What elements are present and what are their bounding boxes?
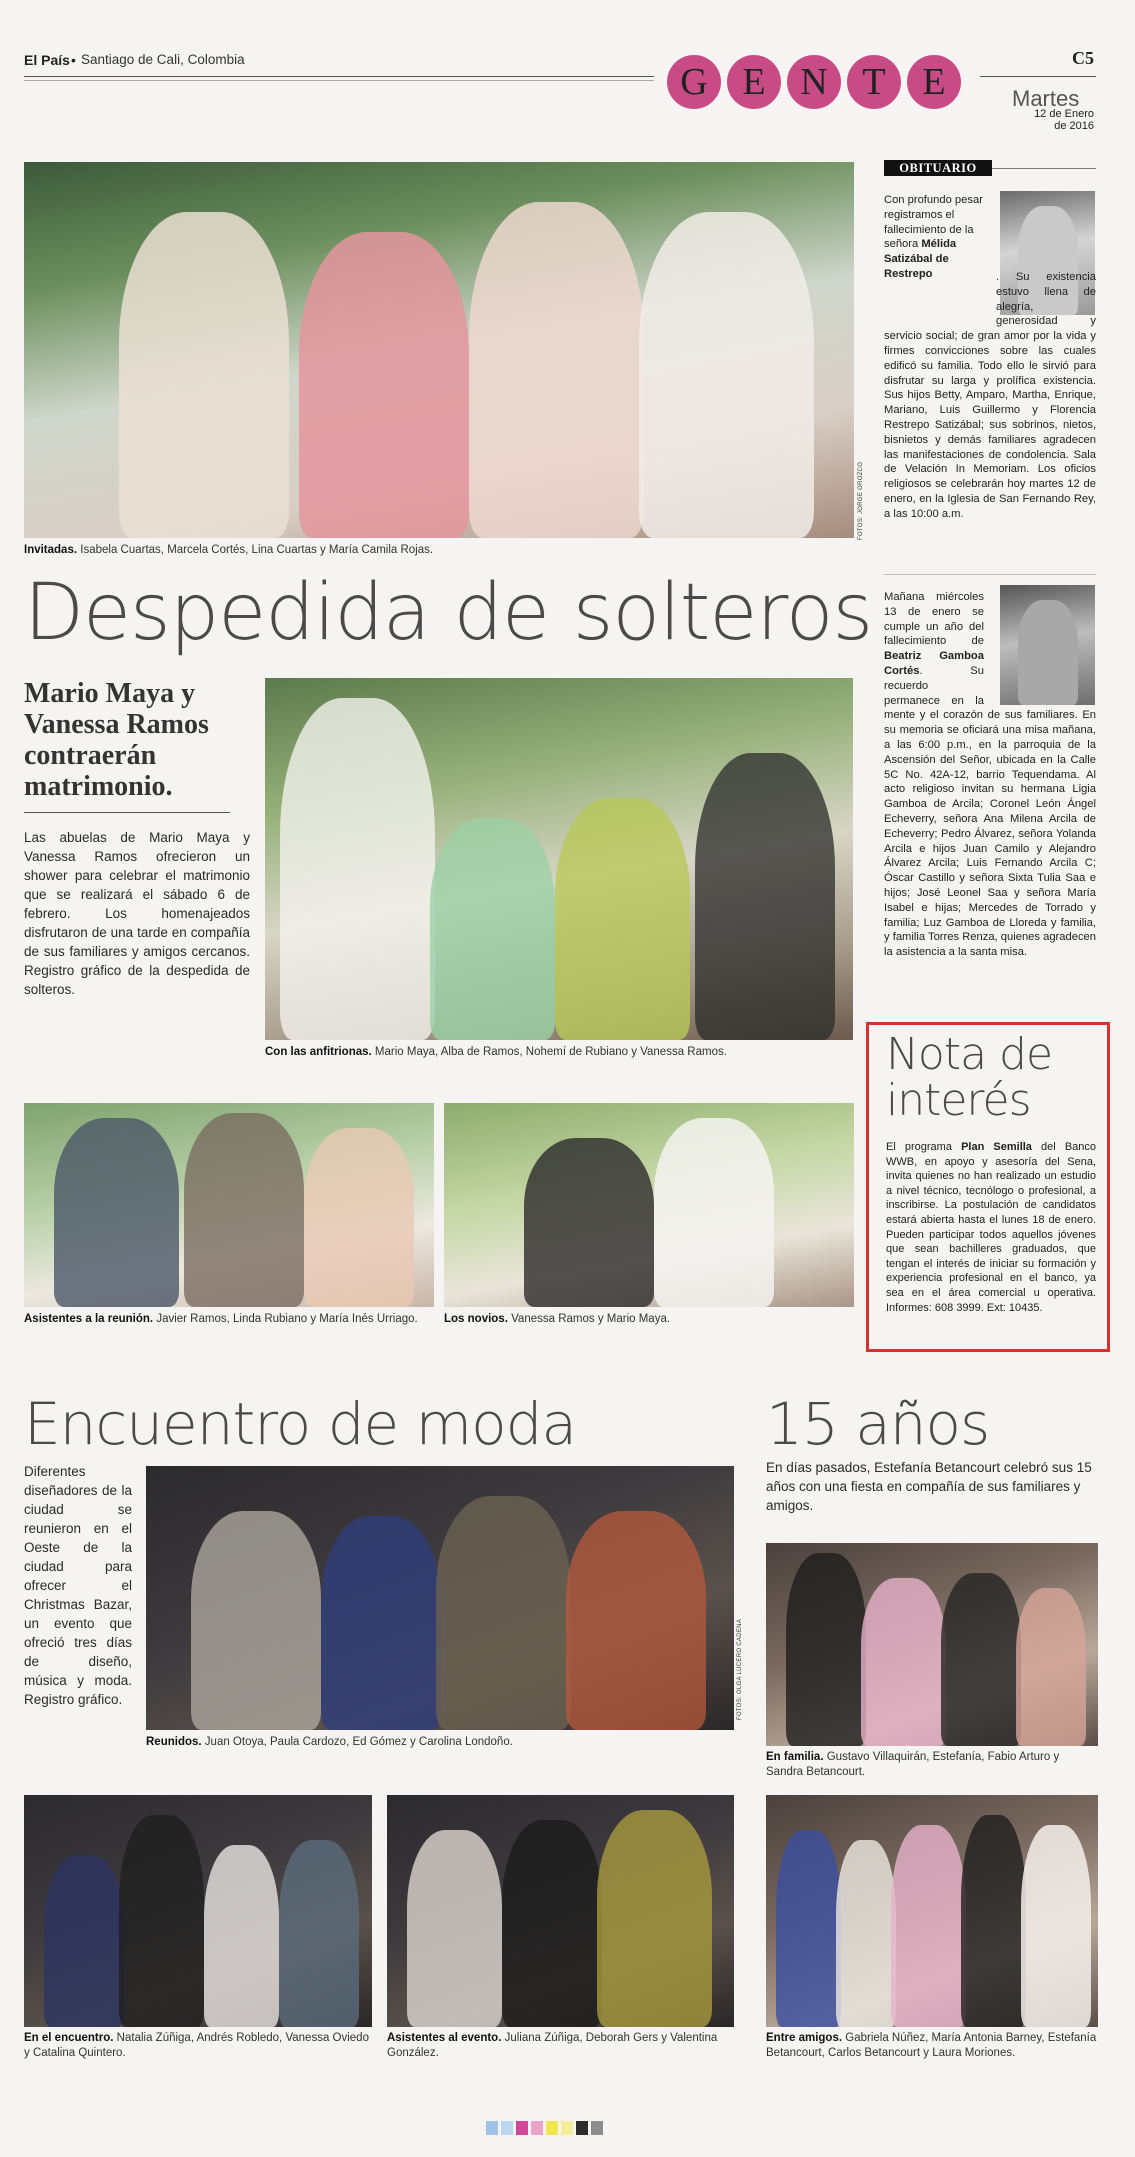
moda-left-caption: En el encuentro. Natalia Zúñiga, Andrés Robledo, Vanessa Oviedo y Catalina Quintero. xyxy=(24,2032,369,2059)
despedida-right-photo xyxy=(444,1103,854,1307)
moda-title: Encuentro de moda xyxy=(24,1390,577,1458)
quince-top-caption: En familia. Gustavo Villaquirán, Estefanía, Fabio Arturo y Sandra Betancourt. xyxy=(766,1751,1060,1778)
section-letter: E xyxy=(907,55,961,109)
section-letter: N xyxy=(787,55,841,109)
quince-title: 15 años xyxy=(766,1390,990,1458)
nota-title: Nota de interés xyxy=(886,1029,1053,1126)
day-label: Martes xyxy=(1012,86,1080,111)
color-swatch xyxy=(531,2121,543,2135)
despedida-right-caption: Los novios. Vanessa Ramos y Mario Maya. xyxy=(444,1313,671,1325)
obituary-1-intro: Con profundo pesar registramos el fallecimiento de la señora Mélida Satizábal de Restrepo xyxy=(884,194,983,280)
color-swatch xyxy=(546,2121,558,2135)
color-swatch xyxy=(486,2121,498,2135)
despedida-left-photo xyxy=(24,1103,434,1307)
moda-body: Diferentes diseñadores de la ciudad se reunieron en el Oeste de la ciudad para ofrecer el Christmas Bazar, un evento que ofreció tres días de diseño, música y moda. Registro gráfico. xyxy=(24,1464,132,1707)
top-photo-caption: Invitadas. Isabela Cuartas, Marcela Cortés, Lina Cuartas y María Camila Rojas. xyxy=(24,544,434,556)
despedida-main-photo xyxy=(265,678,853,1040)
moda-left-photo xyxy=(24,1795,372,2027)
top-photo xyxy=(24,162,854,538)
despedida-main-caption: Con las anfitrionas. Mario Maya, Alba de Ramos, Nohemí de Rubiano y Vanessa Ramos. xyxy=(265,1046,727,1058)
section-letter: E xyxy=(727,55,781,109)
color-swatch xyxy=(576,2121,588,2135)
obituary-2-text: Mañana miércoles 13 de enero se cumple un año del fallecimiento de Beatriz Gamboa Cortés. Su recuerdo permanece en la mente y el corazón de sus familiares. En su memoria se oficiará una misa mañana, a las 6:00 p.m., en la parroquia de la Ascensión del Señor, ubicada en la Calle 5C No. 42A-12, barrio Tequendama. Al acto religioso invitan su hermana Ligia Gamboa de Arcila; Coronel León Ángel Echeverry, señora Ana Milena Arcila de Echeverry; Pedro Álvarez, señora Yolanda Arcila e hijos Juan Camilo y Alejandro Álvarez Arcila; Luis Fernando Arcila C; Óscar Castillo y señora Sixta Tulia Saa e hijos; José Leonel Saa y señora María Isabel e hijas; Mercedes de Torrado y familia; Luz Gamboa de Lloreda y familia, y familia Torres Renza, quienes agradecen la asistencia a la santa misa. xyxy=(884,591,1096,959)
despedida-left-caption: Asistentes a la reunión. Javier Ramos, Linda Rubiano y María Inés Urriago. xyxy=(24,1313,418,1325)
color-swatch xyxy=(516,2121,528,2135)
city-name: Santiago de Cali, Colombia xyxy=(81,52,245,67)
obituary-1-text: . Su existencia estuvo llena de alegría, generosidad y servicio social; de gran amor por la vida y firmes convicciones sobre las cuales edificó su familia. Todo ello le sirvió para disfrutar su larga y prolífica existencia. Sus hijos Betty, Amparo, Martha, Enrique, Mariano, Luis Guillermo y Florencia Restrepo Satizábal; sus sobrinos, nietos, bisnietos y demás familiares agradecen las manifestaciones de condolencia. Sala de Velación In Memoriam. Los oficios religiosos se celebrarán hoy martes 12 de enero, en la Iglesia de San Fernando Rey, a las 10:00 a.m. xyxy=(884,271,1096,520)
page-number: C5 xyxy=(1072,48,1094,68)
despedida-subhead: Mario Maya y Vanessa Ramos contraerán matrimonio. xyxy=(24,678,209,802)
section-letter: T xyxy=(847,55,901,109)
quince-bottom-caption: Entre amigos. Gabriela Núñez, María Antonia Barney, Estefanía Betancourt, Carlos Betancourt y Laura Moriones. xyxy=(766,2032,1097,2059)
moda-main-caption: Reunidos. Juan Otoya, Paula Cardozo, Ed Gómez y Carolina Londoño. xyxy=(146,1736,513,1748)
moda-mid-caption: Asistentes al evento. Juliana Zúñiga, Deborah Gers y Valentina González. xyxy=(387,2032,718,2059)
obituario-label: OBITUARIO xyxy=(884,160,992,176)
date-label: 12 de Enero de 2016 xyxy=(1034,108,1094,132)
section-letter: G xyxy=(667,55,721,109)
moda-photo-credit: FOTOS: OLGA LUCERO CADENA xyxy=(737,1618,743,1720)
color-swatch xyxy=(591,2121,603,2135)
paper-name: El País xyxy=(24,52,70,68)
despedida-title: Despedida de solteros xyxy=(24,568,873,658)
quince-bottom-photo xyxy=(766,1795,1098,2027)
photo-credit: FOTOS: JORGE OROZCO xyxy=(858,461,864,540)
moda-mid-photo xyxy=(387,1795,734,2027)
quince-body: En días pasados, Estefanía Betancourt celebró sus 15 años con una fiesta en compañía de sus familiares y amigos. xyxy=(766,1460,1092,1513)
nota-text: El programa Plan Semilla del Banco WWB, en apoyo y asesoría del Sena, invita quienes no han realizado un estudio a nivel técnico, tecnólogo o profesional, a inscribirse. La postulación de candidatos estará abierta hasta el lunes 18 de enero. Pueden participar todos aquellos jóvenes que sean bachilleres graduados, que tengan el interés de iniciar su formación y experiencia profesional en el banco, ya sea en el área comercial u operativa. Informes: 608 3999. Ext: 10435. xyxy=(886,1141,1097,1314)
color-swatch xyxy=(501,2121,513,2135)
quince-top-photo xyxy=(766,1543,1098,1746)
despedida-body: Las abuelas de Mario Maya y Vanessa Ramos ofrecieron un shower para celebrar el matrimonio que se realizará el sábado 6 de febrero. Los homenajeados disfrutaron de una tarde en compañía de sus familiares y amigos cercanos. Registro gráfico de la despedida de solteros. xyxy=(24,830,250,997)
moda-main-photo xyxy=(146,1466,734,1730)
color-swatch xyxy=(561,2121,573,2135)
